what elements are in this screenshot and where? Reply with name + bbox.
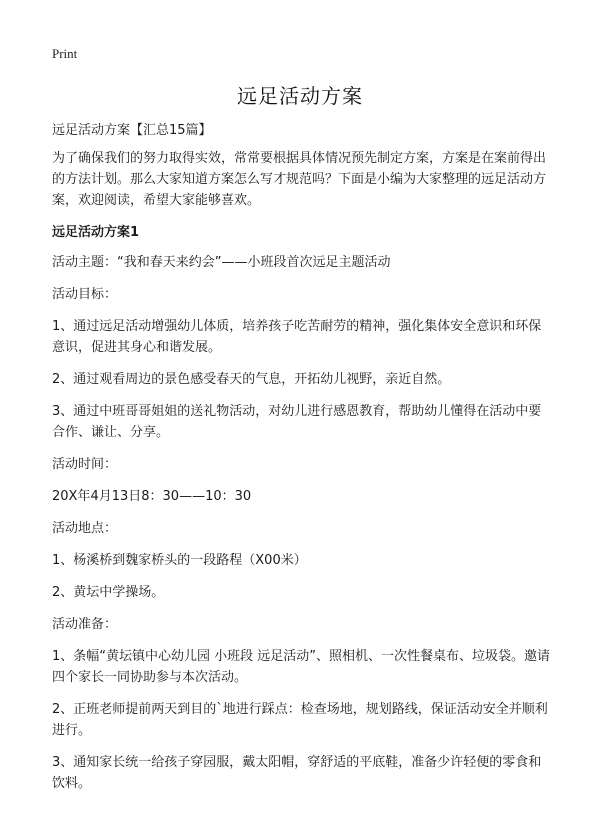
- paragraph-location-label: 活动地点：: [52, 521, 118, 536]
- paragraph-goals-label: 活动目标：: [52, 287, 118, 302]
- paragraph-preparation-1: 1、条幅“黄坛镇中心幼儿园 小班段 远足活动”、照相机、一次性餐桌布、垃圾袋。邀请四个家长一同协助参与本次活动。: [52, 649, 551, 685]
- paragraph-time-label: 活动时间：: [52, 457, 118, 472]
- intro-paragraph: 为了确保我们的努力取得实效，常常要根据具体情况预先制定方案，方案是在案前得出的方法计划。那么大家知道方案怎么写才规范吗？下面是小编为大家整理的远足活动方案，欢迎阅读，希望大家能够喜欢。: [52, 151, 547, 208]
- paragraph-location-1: 1、杨溪桥到魏家桥头的一段路程（X00米）: [52, 553, 307, 568]
- document-subtitle: 远足活动方案【汇总15篇】: [52, 123, 212, 138]
- document-body: [52, 120, 552, 805]
- document-title: 远足活动方案: [237, 84, 363, 108]
- paragraph-preparation-label: 活动准备：: [52, 617, 118, 632]
- paragraph-goal-2: 2、通过观看周边的景色感受春天的气息，开拓幼儿视野，亲近自然。: [52, 372, 451, 387]
- section-heading: 远足活动方案1: [52, 225, 140, 240]
- paragraph-preparation-3: 3、通知家长统一给孩子穿园服，戴太阳帽，穿舒适的平底鞋，准备少许轻便的零食和饮料。: [52, 755, 542, 791]
- paragraph-goal-1: 1、通过远足活动增强幼儿体质，培养孩子吃苦耐劳的精神，强化集体安全意识和环保意识，促进其身心和谐发展。: [52, 319, 542, 355]
- print-label[interactable]: Print: [52, 46, 78, 61]
- paragraph-goal-3: 3、通过中班哥哥姐姐的送礼物活动，对幼儿进行感恩教育，帮助幼儿懂得在活动中要合作、谦让、分享。: [52, 404, 542, 440]
- paragraph-preparation-2: 2、正班老师提前两天到目的`地进行踩点：检查场地，规划路线，保证活动安全并顺利进行。: [52, 702, 548, 738]
- paragraph-activity-theme: 活动主题：“我和春天来约会”——小班段首次远足主题活动: [52, 255, 391, 270]
- paragraph-location-2: 2、黄坛中学操场。: [52, 585, 165, 600]
- paragraph-time-value: 20X年4月13日8：30——10：30: [52, 489, 252, 504]
